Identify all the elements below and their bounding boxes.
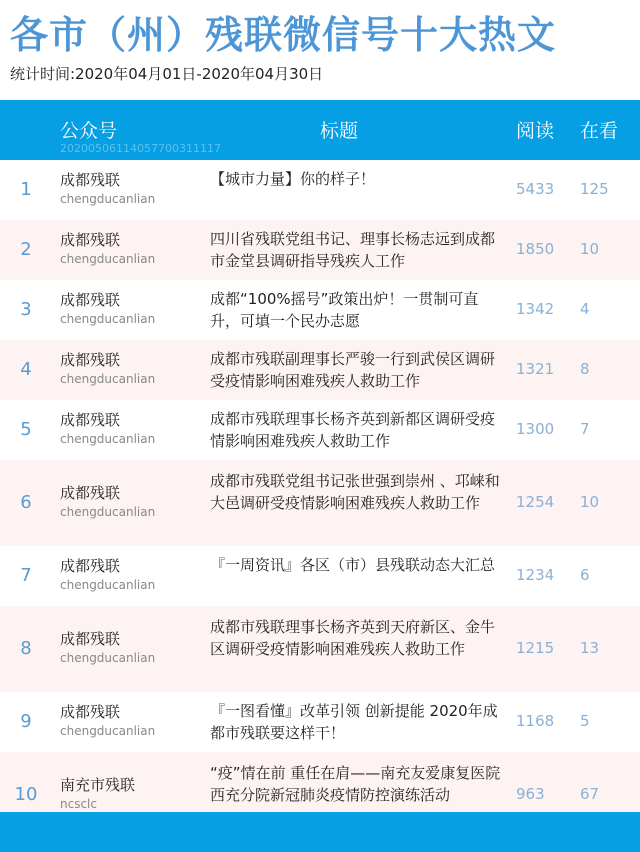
watching-count: 4 [580, 300, 590, 318]
date-range: 统计时间:2020年04月01日-2020年04月30日 [10, 65, 324, 83]
account-id: chengducanlian [60, 724, 156, 738]
read-count: 1168 [516, 712, 555, 730]
page-title: 各市（州）残联微信号十大热文 [10, 13, 557, 57]
account-id: chengducanlian [60, 651, 156, 665]
account [60, 350, 155, 388]
account-id: chengducanlian [60, 505, 156, 519]
account-id: chengducanlian [60, 372, 156, 386]
table-row[interactable] [0, 692, 640, 752]
account [60, 775, 135, 812]
table-row[interactable] [0, 160, 640, 220]
article-title[interactable]: 成都市残联副理事长严骏一行到武侯区调研受疫情影响困难残疾人救助工作 [210, 350, 496, 390]
account-id: chengducanlian [60, 578, 156, 592]
read-count: 1342 [516, 300, 555, 318]
rank: 7 [20, 565, 32, 586]
read-count: 1215 [516, 639, 555, 657]
account-id: chengducanlian [60, 312, 156, 326]
rank: 1 [20, 179, 32, 200]
account [60, 410, 155, 448]
article-title[interactable]: 四川省残联党组书记、理事长杨志远到成都市金堂县调研指导残疾人工作 [210, 230, 496, 270]
account-id: chengducanlian [60, 432, 156, 446]
account-name: 成都残联 [60, 411, 121, 429]
watching-count: 125 [580, 180, 609, 198]
table-row[interactable] [0, 606, 640, 692]
article-title[interactable]: 成都市残联理事长杨齐英到新都区调研受疫情影响困难残疾人救助工作 [210, 410, 496, 450]
article-title[interactable]: 【城市力量】你的样子！ [210, 170, 376, 188]
read-count: 963 [516, 785, 545, 803]
watching-count: 10 [580, 493, 600, 511]
account-name: 成都残联 [60, 703, 121, 721]
read-count: 1300 [516, 420, 555, 438]
article-title[interactable]: “疫”情在前 重任在肩——南充友爱康复医院西充分院新冠肺炎疫情防控演练活动 [210, 764, 501, 804]
read-count: 1234 [516, 566, 555, 584]
read-count: 5433 [516, 180, 555, 198]
watching-count: 6 [580, 566, 590, 584]
watching-count: 67 [580, 785, 600, 803]
rank: 9 [20, 711, 32, 732]
watching-count: 10 [580, 240, 600, 258]
account-id: chengducanlian [60, 252, 156, 266]
table-row[interactable] [0, 280, 640, 340]
account [60, 170, 155, 208]
account [60, 556, 155, 594]
read-count: 1254 [516, 493, 555, 511]
rank: 10 [14, 784, 38, 805]
rank: 8 [20, 638, 32, 659]
account-id: ncsclc [60, 797, 97, 811]
table-row[interactable] [0, 340, 640, 400]
table-header [0, 100, 640, 160]
account-id: chengducanlian [60, 192, 156, 206]
header-account: 公众号 [60, 120, 118, 142]
header-title: 标题 [320, 120, 359, 142]
watching-count: 13 [580, 639, 600, 657]
account-name: 成都残联 [60, 630, 121, 648]
account [60, 629, 155, 667]
rank: 6 [20, 492, 32, 513]
header-watching: 在看 [580, 120, 619, 142]
article-title[interactable]: 成都市残联理事长杨齐英到天府新区、金牛区调研受疫情影响困难残疾人救助工作 [210, 618, 496, 658]
account-name: 成都残联 [60, 351, 121, 369]
read-count: 1321 [516, 360, 555, 378]
account-name: 成都残联 [60, 484, 121, 502]
rank: 4 [20, 359, 32, 380]
header-id: 20200506114057700311117 [60, 142, 221, 155]
watching-count: 7 [580, 420, 590, 438]
article-title[interactable]: 成都市残联党组书记张世强到崇州 、邛崃和大邑调研受疫情影响困难残疾人救助工作 [210, 472, 500, 512]
rank: 2 [20, 239, 32, 260]
article-table [0, 160, 640, 812]
rank: 5 [20, 419, 32, 440]
article-title[interactable]: 『一图看懂』改革引领 创新提能 2020年成都市残联要这样干！ [210, 702, 498, 742]
rank: 3 [20, 299, 32, 320]
table-row[interactable] [0, 400, 640, 460]
table-row[interactable] [0, 546, 640, 606]
read-count: 1850 [516, 240, 555, 258]
watching-count: 5 [580, 712, 590, 730]
article-title[interactable]: 『一周资讯』各区（市）县残联动态大汇总 [210, 556, 496, 574]
table-row[interactable] [0, 220, 640, 280]
footer-bar [0, 812, 640, 852]
account-name: 成都残联 [60, 231, 121, 249]
account [60, 290, 155, 328]
table-row[interactable] [0, 460, 640, 546]
account-name: 成都残联 [60, 557, 121, 575]
account [60, 483, 155, 521]
watching-count: 8 [580, 360, 590, 378]
account [60, 702, 155, 740]
account-name: 成都残联 [60, 291, 121, 309]
account [60, 230, 155, 268]
article-title[interactable]: 成都“100%摇号”政策出炉！一贯制可直升，可填一个民办志愿 [210, 290, 479, 330]
header-reads: 阅读 [516, 120, 555, 142]
account-name: 南充市残联 [60, 776, 136, 794]
account-name: 成都残联 [60, 171, 121, 189]
table-row[interactable] [0, 752, 640, 812]
